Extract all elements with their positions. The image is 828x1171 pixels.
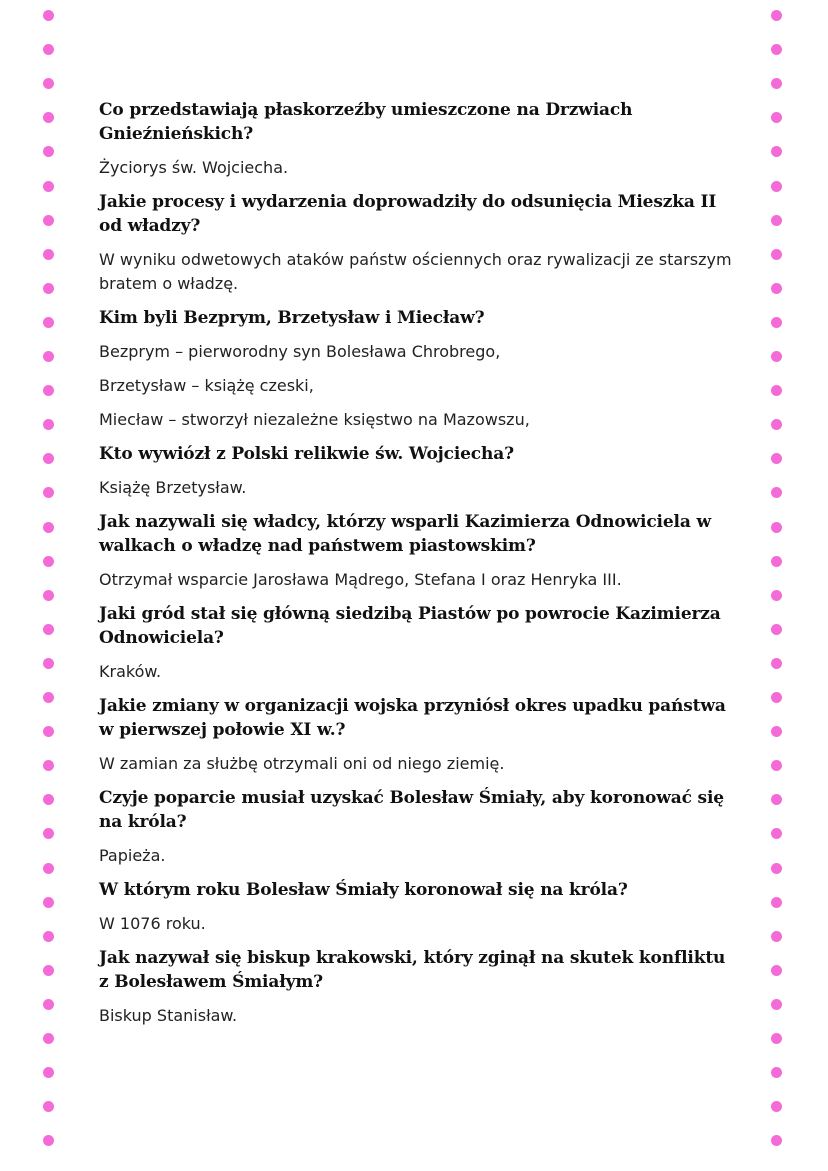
border-dot: [771, 112, 782, 123]
question-text: Co przedstawiają płaskorzeźby umieszczone na Drzwiach Gnieźnieńskich?: [99, 100, 633, 144]
question-text: Jakie zmiany w organizacji wojska przyniósł okres upadku państwa w pierwszej połowie XI w.?: [99, 696, 726, 740]
border-dot: [771, 419, 782, 430]
question-text: W którym roku Bolesław Śmiały koronował się na króla?: [99, 880, 628, 900]
border-dot: [43, 556, 54, 567]
border-dot: [771, 931, 782, 942]
qa-item: [99, 306, 739, 432]
answer-text: Bezprym – pierworodny syn Bolesława Chrobrego,: [99, 342, 501, 361]
border-dot: [43, 317, 54, 328]
answer-text: Książę Brzetysław.: [99, 478, 247, 497]
border-dot: [771, 794, 782, 805]
qa-item: [99, 602, 739, 684]
qa-item: [99, 786, 739, 868]
border-dot: [771, 283, 782, 294]
border-dot: [43, 658, 54, 669]
border-dot: [771, 1135, 782, 1146]
border-dot: [771, 692, 782, 703]
answer-text: Brzetysław – książę czeski,: [99, 376, 314, 395]
qa-list: [99, 98, 739, 1038]
border-dot: [771, 522, 782, 533]
border-dot: [43, 624, 54, 635]
border-dot: [771, 760, 782, 771]
border-dot: [771, 624, 782, 635]
border-dot: [771, 78, 782, 89]
border-dot: [43, 215, 54, 226]
border-dot: [43, 44, 54, 55]
border-dot: [771, 590, 782, 601]
answer-text: W 1076 roku.: [99, 914, 206, 933]
border-dot: [771, 44, 782, 55]
border-dot: [43, 794, 54, 805]
answer-text: Papieża.: [99, 846, 166, 865]
border-dot: [771, 556, 782, 567]
qa-item: [99, 190, 739, 296]
border-dot: [771, 385, 782, 396]
border-dot: [771, 10, 782, 21]
border-dot: [771, 897, 782, 908]
border-dot: [43, 828, 54, 839]
qa-item: [99, 694, 739, 776]
border-dot: [43, 522, 54, 533]
question-text: Czyje poparcie musiał uzyskać Bolesław Śmiały, aby koronować się na króla?: [99, 788, 724, 832]
border-dot: [771, 658, 782, 669]
border-dot: [771, 1033, 782, 1044]
qa-item: [99, 510, 739, 592]
border-dot: [771, 828, 782, 839]
border-dot: [43, 999, 54, 1010]
border-dot: [43, 146, 54, 157]
answer-text: Życiorys św. Wojciecha.: [99, 158, 289, 177]
border-dot: [43, 692, 54, 703]
border-dot: [771, 453, 782, 464]
answer-text: Otrzymał wsparcie Jarosława Mądrego, Stefana I oraz Henryka III.: [99, 570, 622, 589]
border-dot: [43, 965, 54, 976]
border-dot: [771, 1101, 782, 1112]
qa-item: [99, 442, 739, 500]
qa-item: [99, 98, 739, 180]
border-dot: [771, 181, 782, 192]
question-text: Jaki gród stał się główną siedzibą Piastów po powrocie Kazimierza Odnowiciela?: [99, 604, 721, 648]
border-dot: [771, 146, 782, 157]
border-dot: [43, 1101, 54, 1112]
border-dot: [43, 112, 54, 123]
border-dot: [43, 283, 54, 294]
border-dot: [771, 487, 782, 498]
question-text: Jak nazywał się biskup krakowski, który zginął na skutek konfliktu z Bolesławem Śmiałym?: [99, 948, 726, 992]
answer-text: W wyniku odwetowych ataków państw ościennych oraz rywalizacji ze starszym bratem o władzę.: [99, 250, 732, 293]
border-dot: [43, 726, 54, 737]
border-dot: [43, 487, 54, 498]
qa-item: [99, 878, 739, 936]
border-dot: [43, 760, 54, 771]
border-dot: [43, 1135, 54, 1146]
border-dot: [771, 215, 782, 226]
border-dot: [771, 863, 782, 874]
answer-text: Miecław – stworzył niezależne księstwo na Mazowszu,: [99, 410, 530, 429]
left-dot-border: [43, 0, 57, 1171]
border-dot: [43, 1033, 54, 1044]
border-dot: [771, 965, 782, 976]
qa-item: [99, 946, 739, 1028]
border-dot: [43, 931, 54, 942]
border-dot: [43, 590, 54, 601]
border-dot: [43, 249, 54, 260]
border-dot: [771, 999, 782, 1010]
question-text: Kim byli Bezprym, Brzetysław i Miecław?: [99, 308, 485, 328]
border-dot: [771, 726, 782, 737]
border-dot: [43, 453, 54, 464]
answer-text: W zamian za służbę otrzymali oni od niego ziemię.: [99, 754, 505, 773]
question-text: Jakie procesy i wydarzenia doprowadziły do odsunięcia Mieszka II od władzy?: [99, 192, 717, 236]
border-dot: [43, 1067, 54, 1078]
border-dot: [43, 419, 54, 430]
border-dot: [43, 78, 54, 89]
question-text: Kto wywiózł z Polski relikwie św. Wojciecha?: [99, 444, 514, 464]
border-dot: [771, 351, 782, 362]
border-dot: [43, 351, 54, 362]
answer-text: Biskup Stanisław.: [99, 1006, 238, 1025]
right-dot-border: [771, 0, 785, 1171]
border-dot: [43, 181, 54, 192]
border-dot: [43, 10, 54, 21]
border-dot: [771, 317, 782, 328]
border-dot: [43, 385, 54, 396]
border-dot: [43, 897, 54, 908]
answer-text: Kraków.: [99, 662, 162, 681]
question-text: Jak nazywali się władcy, którzy wsparli Kazimierza Odnowiciela w walkach o władzę nad państwem piastowskim?: [99, 512, 711, 556]
border-dot: [771, 1067, 782, 1078]
border-dot: [771, 249, 782, 260]
border-dot: [43, 863, 54, 874]
